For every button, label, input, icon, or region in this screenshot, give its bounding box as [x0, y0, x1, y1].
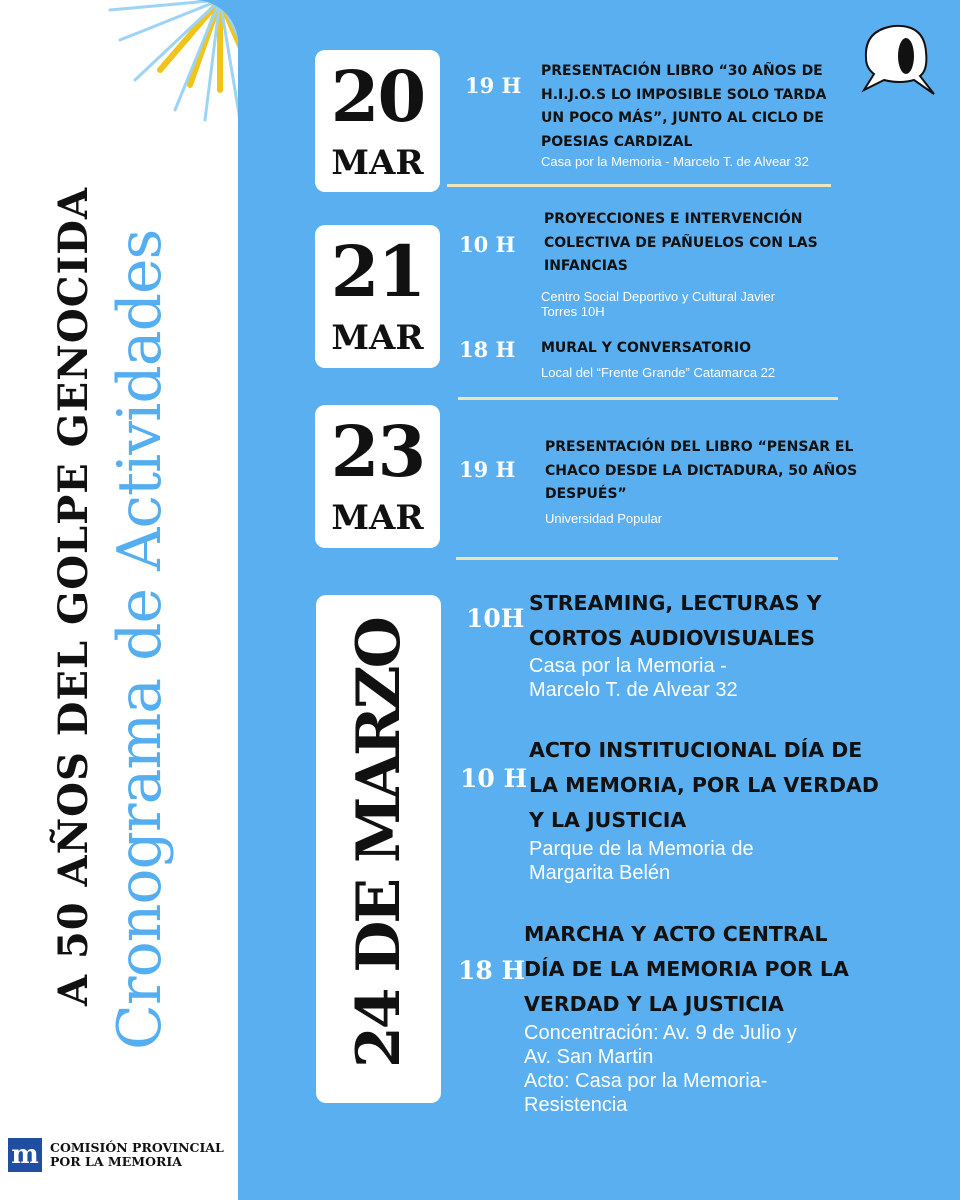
event-location-line: Marcelo T. de Alvear 32 [529, 679, 738, 701]
event-location [545, 511, 662, 526]
date-box-23-mar [315, 405, 440, 548]
event-location [524, 1021, 797, 1117]
event-title-line: PROYECCIONES E INTERVENCIÓN [544, 211, 803, 227]
event-title-line: MARCHA Y ACTO CENTRAL [524, 922, 828, 946]
event-location [529, 654, 738, 702]
event-location-line: Concentración: Av. 9 de Julio y [524, 1022, 797, 1044]
event-title-line: MURAL Y CONVERSATORIO [541, 340, 751, 356]
event-title-line: H.I.J.O.S LO IMPOSIBLE SOLO TARDA [541, 86, 827, 103]
separator [447, 184, 831, 187]
separator [458, 397, 838, 400]
sunburst-decoration [100, 0, 238, 130]
event-title [529, 733, 879, 838]
event-title-line: PRESENTACIÓN LIBRO “30 AÑOS DE [541, 63, 823, 79]
event-location-line: Local del “Frente Grande” Catamarca 22 [541, 365, 776, 380]
logo-line-2: POR LA MEMORIA [50, 1154, 182, 1169]
event-title-line: VERDAD Y LA JUSTICIA [524, 992, 784, 1016]
event-title-line: DESPUÉS” [545, 486, 627, 502]
event-location-line: Centro Social Deportivo y Cultural Javier [541, 289, 776, 304]
event-title [541, 60, 827, 154]
event-time: 10H [466, 604, 525, 633]
event-title-line: UN POCO MÁS”, JUNTO AL CICLO DE [541, 110, 824, 126]
event-title [524, 917, 849, 1022]
white-kerchief-icon [860, 18, 938, 96]
logo-text [50, 1141, 224, 1169]
date-label-vertical: 24 DE MARZO [344, 619, 414, 1068]
event-title-line: POESIAS CARDIZAL [541, 133, 693, 150]
event-title-line: LA MEMORIA, POR LA VERDAD [529, 773, 879, 797]
separator [456, 557, 838, 560]
date-box-24-marzo [316, 595, 441, 1103]
event-title-line: Y LA JUSTICIA [529, 808, 687, 832]
event-time: 10 H [460, 764, 528, 793]
date-month: MAR [331, 143, 424, 183]
event-location-line: Parque de la Memoria de [529, 838, 754, 860]
subheadline: Cronograma de Actividades [105, 229, 175, 1050]
logo-mark: m [8, 1138, 42, 1172]
event-title-line: PRESENTACIÓN DEL LIBRO “PENSAR EL [545, 439, 854, 455]
event-title-line: INFANCIAS [544, 258, 628, 274]
event-location-line: Torres 10H [541, 304, 605, 319]
event-title [529, 586, 821, 656]
date-day: 20 [330, 55, 425, 138]
event-location-line: Resistencia [524, 1094, 628, 1116]
logo-line-1: COMISIÓN PROVINCIAL [50, 1140, 224, 1155]
event-title-line: STREAMING, LECTURAS Y [529, 591, 822, 615]
event-title-line: CHACO DESDE LA DICTADURA, 50 AÑOS [545, 462, 858, 479]
event-time: 19 H [465, 73, 522, 98]
date-box-20-mar [315, 50, 440, 192]
event-location [541, 154, 809, 169]
event-location-line: Acto: Casa por la Memoria- [524, 1070, 768, 1092]
event-title-line: CORTOS AUDIOVISUALES [529, 626, 816, 650]
event-time: 19 H [459, 457, 516, 482]
date-month: MAR [331, 498, 424, 538]
date-day: 23 [330, 410, 425, 493]
event-title-line: COLECTIVA DE PAÑUELOS CON LAS [544, 234, 818, 251]
date-day: 21 [330, 230, 425, 313]
event-location-line: Universidad Popular [545, 511, 663, 526]
event-title [541, 337, 751, 361]
event-location-line: Casa por la Memoria - [529, 655, 727, 677]
event-title-line: DÍA DE LA MEMORIA POR LA [524, 957, 849, 981]
event-title-line: ACTO INSTITUCIONAL DÍA DE [529, 738, 863, 762]
event-location [529, 837, 754, 885]
event-location-line: Casa por la Memoria - Marcelo T. de Alvear 32 [541, 154, 809, 169]
event-time: 18 H [459, 337, 516, 362]
event-location [541, 289, 775, 319]
event-time: 18 H [458, 956, 526, 985]
event-location-line: Margarita Belén [529, 862, 671, 884]
date-month: MAR [331, 318, 424, 358]
sidebar-panel [0, 0, 238, 1200]
headline: A 50 AÑOS DEL GOLPE GENOCIDA [50, 187, 97, 1006]
event-title [544, 208, 818, 279]
organization-logo [8, 1138, 224, 1172]
date-box-21-mar [315, 225, 440, 368]
event-title [545, 436, 857, 507]
event-location [541, 365, 775, 380]
event-time: 10 H [459, 232, 516, 257]
event-location-line: Av. San Martin [524, 1046, 654, 1068]
